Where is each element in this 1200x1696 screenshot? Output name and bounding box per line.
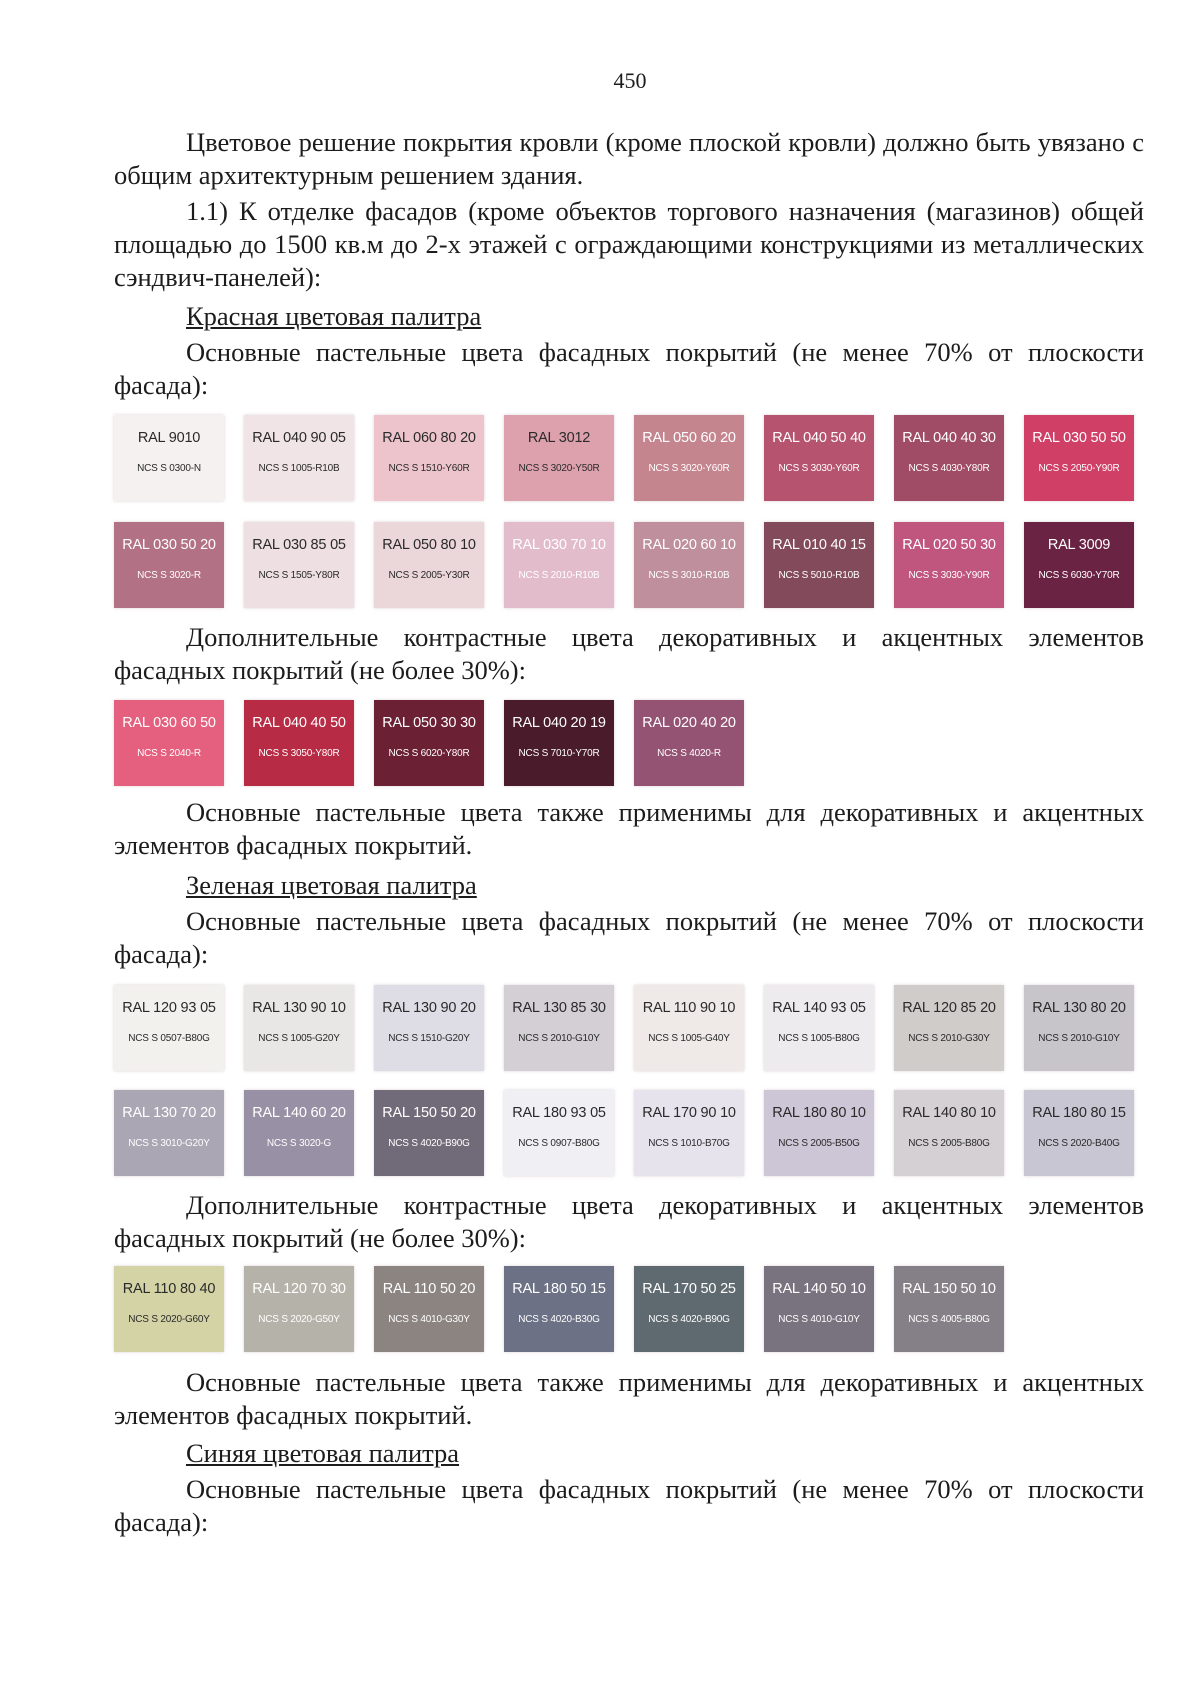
ral-code: RAL 180 80 15	[1032, 1105, 1126, 1121]
ncs-code: NCS S 2020-B40G	[1038, 1138, 1120, 1149]
ncs-code: NCS S 2010-G10Y	[1038, 1033, 1120, 1044]
color-swatch	[114, 985, 224, 1071]
color-swatch	[504, 700, 614, 786]
ral-code: RAL 120 85 20	[902, 1000, 996, 1016]
color-swatch	[634, 700, 744, 786]
ncs-code: NCS S 4030-Y80R	[908, 463, 990, 474]
color-swatch	[634, 985, 744, 1071]
color-swatch	[634, 415, 744, 501]
color-swatch	[374, 415, 484, 501]
ral-code: RAL 140 60 20	[252, 1105, 346, 1121]
ral-code: RAL 150 50 10	[902, 1281, 996, 1297]
ncs-code: NCS S 3020-G	[266, 1138, 332, 1149]
green-main-row-1	[114, 985, 1144, 1071]
color-swatch	[894, 415, 1004, 501]
color-swatch	[244, 1266, 354, 1352]
red-accent-text: Дополнительные контрастные цвета декоративных и акцентных элементов фасадных покрытий (не более 30%):	[114, 622, 1144, 685]
ral-code: RAL 9010	[137, 430, 201, 446]
color-swatch	[114, 1090, 224, 1176]
ncs-code: NCS S 4020-B90G	[648, 1314, 730, 1325]
color-swatch	[504, 415, 614, 501]
ncs-code: NCS S 2010-G30Y	[908, 1033, 990, 1044]
ral-code: RAL 020 60 10	[642, 537, 736, 553]
ral-code: RAL 130 90 20	[382, 1000, 476, 1016]
ral-code: RAL 030 70 10	[512, 537, 606, 553]
color-swatch	[114, 415, 224, 501]
blue-palette-heading: Синяя цветовая палитра	[186, 1438, 460, 1468]
ral-code: RAL 180 93 05	[512, 1105, 606, 1121]
color-swatch	[764, 522, 874, 608]
ncs-code: NCS S 3020-Y50R	[518, 463, 600, 474]
ncs-code: NCS S 3010-R10B	[648, 570, 730, 581]
ral-code: RAL 050 60 20	[642, 430, 736, 446]
ncs-code: NCS S 3050-Y80R	[258, 748, 340, 759]
red-main-row-1	[114, 415, 1144, 501]
color-swatch	[894, 985, 1004, 1071]
color-swatch	[374, 522, 484, 608]
ral-code: RAL 010 40 15	[772, 537, 866, 553]
color-swatch	[764, 1266, 874, 1352]
green-accent-row	[114, 1266, 1144, 1352]
ral-code: RAL 110 80 40	[122, 1281, 216, 1297]
ncs-code: NCS S 2005-B80G	[908, 1138, 990, 1149]
ral-code: RAL 120 93 05	[122, 1000, 216, 1016]
color-swatch	[504, 1266, 614, 1352]
ncs-code: NCS S 2005-B50G	[778, 1138, 860, 1149]
color-swatch	[634, 1266, 744, 1352]
ncs-code: NCS S 6030-Y70R	[1038, 570, 1120, 581]
color-swatch	[244, 985, 354, 1071]
ral-code: RAL 040 20 19	[512, 715, 606, 731]
color-swatch	[1024, 1090, 1134, 1176]
ral-code: RAL 030 50 50	[1032, 430, 1126, 446]
green-accent-text: Дополнительные контрастные цвета декоративных и акцентных элементов фасадных покрытий (не более 30%):	[114, 1190, 1144, 1253]
ral-code: RAL 030 85 05	[252, 537, 346, 553]
red-main-row-2	[114, 522, 1144, 608]
color-swatch	[1024, 522, 1134, 608]
ral-code: RAL 150 50 20	[382, 1105, 476, 1121]
green-main-row-2	[114, 1090, 1144, 1176]
ral-code: RAL 180 50 15	[512, 1281, 606, 1297]
color-swatch	[244, 522, 354, 608]
ncs-code: NCS S 1005-G20Y	[258, 1033, 340, 1044]
ral-code: RAL 120 70 30	[252, 1281, 346, 1297]
color-swatch	[244, 700, 354, 786]
ncs-code: NCS S 5010-R10B	[778, 570, 860, 581]
color-swatch	[634, 1090, 744, 1176]
ncs-code: NCS S 3010-G20Y	[128, 1138, 210, 1149]
ncs-code: NCS S 1010-B70G	[648, 1138, 730, 1149]
ral-code: RAL 020 50 30	[902, 537, 996, 553]
ral-code: RAL 020 40 20	[642, 715, 736, 731]
color-swatch	[114, 1266, 224, 1352]
intro-paragraph-1: Цветовое решение покрытия кровли (кроме плоской кровли) должно быть увязано с общим архитектурным решением здания.	[114, 127, 1144, 190]
color-swatch	[504, 522, 614, 608]
color-swatch	[374, 1090, 484, 1176]
ncs-code: NCS S 2020-G50Y	[258, 1314, 340, 1325]
ral-code: RAL 140 50 10	[772, 1281, 866, 1297]
ral-code: RAL 030 50 20	[122, 537, 216, 553]
color-swatch	[504, 985, 614, 1071]
ral-code: RAL 170 50 25	[642, 1281, 736, 1297]
intro-paragraph-2: 1.1) К отделке фасадов (кроме объектов торгового назначения (магазинов) общей площадью до 1500 кв.м до 2-х этажей с ограждающими конструкциями из металлических сэндвич-панелей):	[114, 196, 1144, 292]
ral-code: RAL 040 90 05	[252, 430, 346, 446]
ral-code: RAL 180 80 10	[772, 1105, 866, 1121]
color-swatch	[114, 700, 224, 786]
ral-code: RAL 130 80 20	[1032, 1000, 1126, 1016]
color-swatch	[894, 522, 1004, 608]
ncs-code: NCS S 1005-R10B	[258, 463, 340, 474]
ral-code: RAL 040 50 40	[772, 430, 866, 446]
ral-code: RAL 050 30 30	[382, 715, 476, 731]
red-note: Основные пастельные цвета также применимы для декоративных и акцентных элементов фасадных покрытий.	[114, 797, 1144, 860]
ncs-code: NCS S 0907-B80G	[518, 1138, 600, 1149]
ncs-code: NCS S 1005-G40Y	[648, 1033, 730, 1044]
color-swatch	[634, 522, 744, 608]
color-swatch	[1024, 985, 1134, 1071]
ral-code: RAL 110 90 10	[642, 1000, 736, 1016]
color-swatch	[764, 985, 874, 1071]
ncs-code: NCS S 6020-Y80R	[388, 748, 470, 759]
ral-code: RAL 050 80 10	[382, 537, 476, 553]
color-swatch	[374, 1266, 484, 1352]
ncs-code: NCS S 7010-Y70R	[518, 748, 600, 759]
color-swatch	[764, 1090, 874, 1176]
ral-code: RAL 140 80 10	[902, 1105, 996, 1121]
ral-code: RAL 040 40 50	[252, 715, 346, 731]
color-swatch	[764, 415, 874, 501]
ncs-code: NCS S 2040-R	[137, 748, 201, 759]
ral-code: RAL 030 60 50	[122, 715, 216, 731]
ral-code: RAL 060 80 20	[382, 430, 476, 446]
red-main-text: Основные пастельные цвета фасадных покрытий (не менее 70% от плоскости фасада):	[114, 337, 1144, 400]
ral-code: RAL 040 40 30	[902, 430, 996, 446]
ral-code: RAL 130 85 30	[512, 1000, 606, 1016]
ncs-code: NCS S 0300-N	[137, 463, 201, 474]
ral-code: RAL 170 90 10	[642, 1105, 736, 1121]
ncs-code: NCS S 4020-R	[657, 748, 721, 759]
ncs-code: NCS S 3020-R	[137, 570, 201, 581]
ncs-code: NCS S 4010-G30Y	[388, 1314, 470, 1325]
green-note: Основные пастельные цвета также применимы для декоративных и акцентных элементов фасадных покрытий.	[114, 1367, 1144, 1430]
color-swatch	[504, 1090, 614, 1176]
ncs-code: NCS S 2010-G10Y	[518, 1033, 600, 1044]
ncs-code: NCS S 3030-Y90R	[908, 570, 990, 581]
red-accent-row	[114, 700, 1144, 786]
color-swatch	[894, 1090, 1004, 1176]
ncs-code: NCS S 4010-G10Y	[778, 1314, 860, 1325]
ral-code: RAL 3009	[1047, 537, 1111, 553]
ncs-code: NCS S 1005-B80G	[778, 1033, 860, 1044]
ncs-code: NCS S 2050-Y90R	[1038, 463, 1120, 474]
ncs-code: NCS S 2010-R10B	[518, 570, 600, 581]
ncs-code: NCS S 1510-Y60R	[388, 463, 470, 474]
color-swatch	[374, 700, 484, 786]
color-swatch	[1024, 415, 1134, 501]
ncs-code: NCS S 3030-Y60R	[778, 463, 860, 474]
blue-main-text: Основные пастельные цвета фасадных покрытий (не менее 70% от плоскости фасада):	[114, 1474, 1144, 1537]
ral-code: RAL 110 50 20	[382, 1281, 476, 1297]
color-swatch	[244, 1090, 354, 1176]
ncs-code: NCS S 1505-Y80R	[258, 570, 340, 581]
ral-code: RAL 130 70 20	[122, 1105, 216, 1121]
ncs-code: NCS S 4005-B80G	[908, 1314, 990, 1325]
ral-code: RAL 3012	[527, 430, 591, 446]
ncs-code: NCS S 0507-B80G	[128, 1033, 210, 1044]
ncs-code: NCS S 2020-G60Y	[128, 1314, 210, 1325]
ral-code: RAL 130 90 10	[252, 1000, 346, 1016]
color-swatch	[114, 522, 224, 608]
ncs-code: NCS S 4020-B90G	[388, 1138, 470, 1149]
ral-code: RAL 140 93 05	[772, 1000, 866, 1016]
color-swatch	[894, 1266, 1004, 1352]
ncs-code: NCS S 2005-Y30R	[388, 570, 470, 581]
color-swatch	[374, 985, 484, 1071]
ncs-code: NCS S 4020-B30G	[518, 1314, 600, 1325]
page-number: 450	[613, 68, 647, 93]
ncs-code: NCS S 1510-G20Y	[388, 1033, 470, 1044]
green-palette-heading: Зеленая цветовая палитра	[186, 870, 477, 900]
ncs-code: NCS S 3020-Y60R	[648, 463, 730, 474]
color-swatch	[244, 415, 354, 501]
green-main-text: Основные пастельные цвета фасадных покрытий (не менее 70% от плоскости фасада):	[114, 906, 1144, 969]
red-palette-heading: Красная цветовая палитра	[186, 301, 482, 331]
